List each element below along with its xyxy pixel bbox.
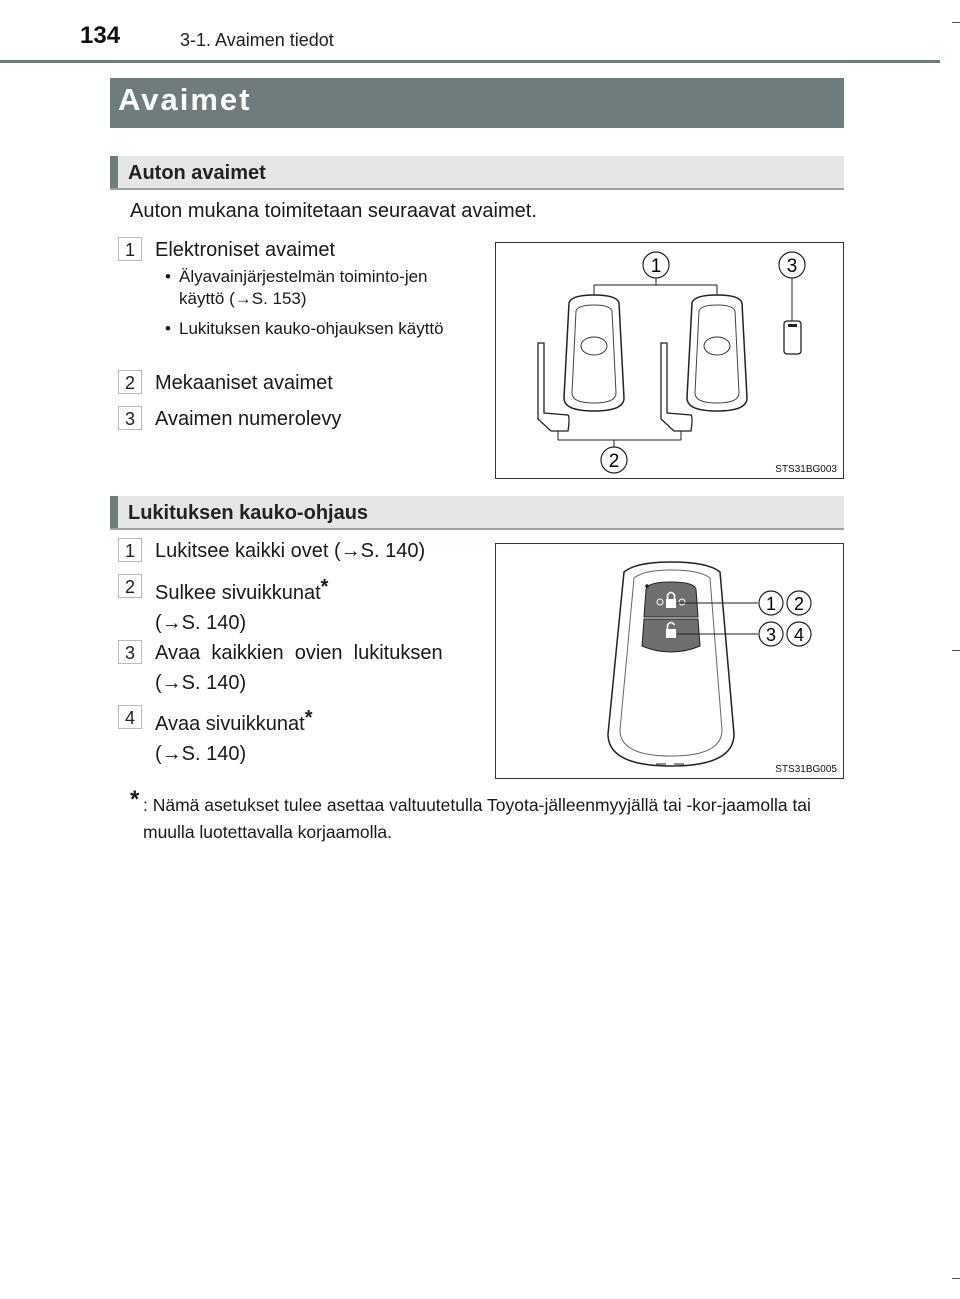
svg-text:4: 4 [793,625,805,645]
svg-text:3: 3 [765,625,777,645]
keys-intro: Auton mukana toimitetaan seuraavat avaimet. [130,200,537,222]
keys-illustration [496,243,843,478]
bullet-text: Lukituksen kauko-ohjauksen käyttö [179,319,444,338]
number-marker-1 [118,538,142,562]
remote-item-close-windows: Sulkee sivuikkunat* (→S. 140) [155,576,329,634]
remote-item-unlock: Avaa kaikkien ovien lukituksen (→S. 140) [155,642,443,694]
heading-bar [110,156,118,188]
svg-text:3: 3 [124,643,136,663]
remote-figure [495,543,844,779]
keys-figure [495,242,844,479]
svg-text:2: 2 [124,373,136,393]
header-rule [0,60,940,63]
svg-text:3: 3 [786,256,798,277]
number-marker-3 [118,406,142,430]
svg-text:1: 1 [124,240,136,260]
svg-text:1: 1 [765,594,777,614]
number-marker-1 [118,237,142,261]
page-number: 134 [80,22,121,49]
main-title: Avaimet [118,82,252,117]
key-item-electronic: Elektroniset avaimet [155,239,336,261]
remote-section-title: Lukituksen kauko-ohjaus [128,502,369,524]
remote-item-lock: Lukitsee kaikki ovet (→S. 140) [155,540,426,562]
heading-bar [110,496,118,528]
keys-section-title: Auton avaimet [128,162,266,184]
bullet-item: • Älyavainjärjestelmän toiminto-jen käyttö (→S. 153) [165,266,465,310]
bullet-text: Älyavainjärjestelmän toiminto-jen käyttö (→S. 153) [179,267,428,308]
footnote-marker: * [130,786,140,813]
remote-item-open-windows: Avaa sivuikkunat* (→S. 140) [155,707,313,765]
figure-code: STS31BG003 [775,464,837,475]
footnote-text: : Nämä asetukset tulee asettaa valtuutetulla Toyota-jälleenmyyjällä tai -kor-jaamolla tai muulla luotettavalla korjaamolla. [143,795,811,842]
svg-text:3: 3 [124,409,136,429]
svg-text:2: 2 [608,451,620,472]
bullet-item: • Lukituksen kauko-ohjauksen käyttö [165,318,465,362]
main-title-banner [110,78,844,128]
key-item-number-plate: Avaimen numerolevy [155,408,342,430]
crop-mark [952,650,960,651]
section-path: 3-1. Avaimen tiedot [180,30,334,50]
remote-section-heading [110,496,844,530]
remote-illustration [496,544,843,778]
crop-mark [952,1278,960,1279]
svg-text:1: 1 [124,541,136,561]
number-marker-2 [118,370,142,394]
svg-text:1: 1 [650,256,662,277]
number-marker-3 [118,640,142,664]
figure-code: STS31BG005 [775,764,837,775]
number-marker-4 [118,705,142,729]
key-item-mechanical: Mekaaniset avaimet [155,372,333,394]
number-marker-2 [118,574,142,598]
svg-text:2: 2 [124,577,136,597]
svg-text:2: 2 [793,594,805,614]
svg-text:4: 4 [124,708,136,728]
crop-mark [952,22,960,23]
keys-section-heading [110,156,844,190]
